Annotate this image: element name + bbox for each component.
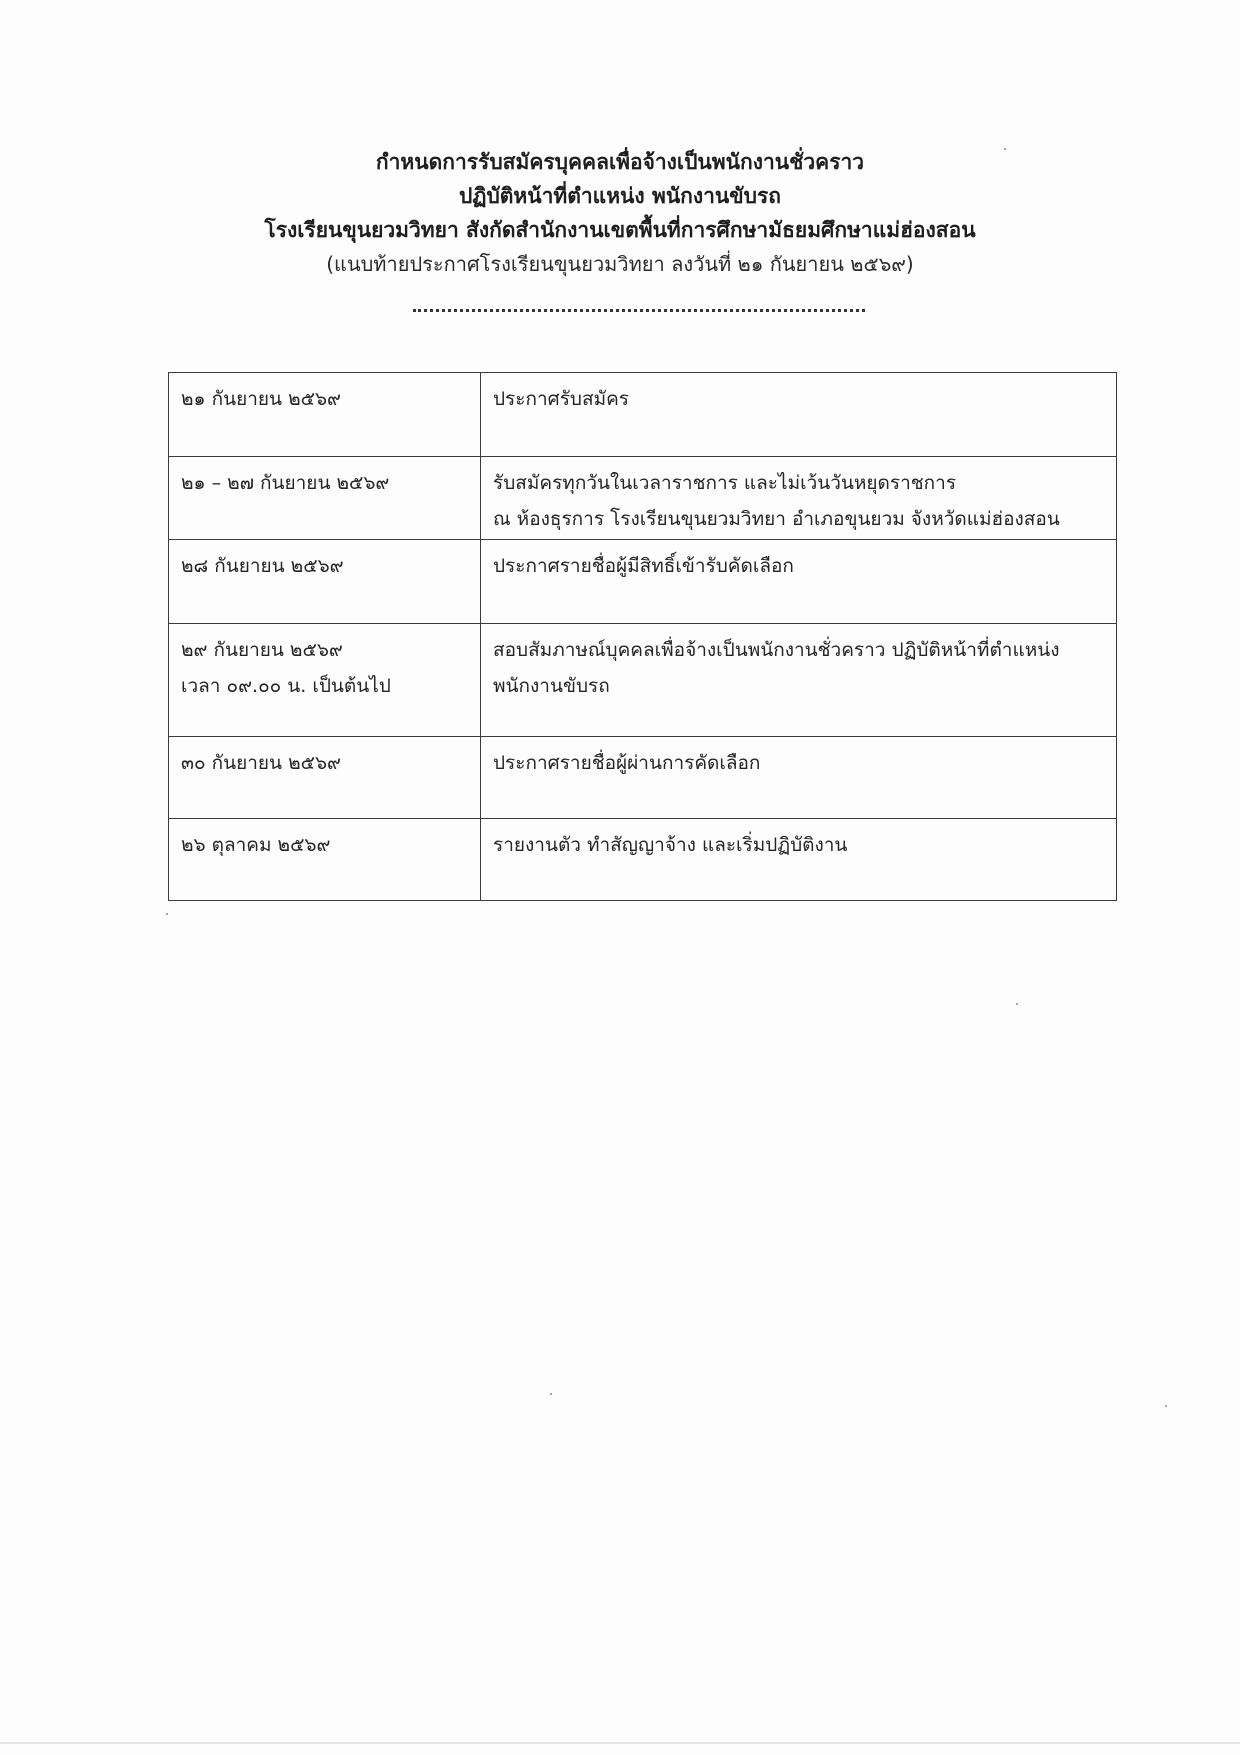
header-attachment-note: (แนบท้ายประกาศโรงเรียนขุนยวมวิทยา ลงวันที่ ๒๑ กันยายน ๒๕๖๙): [326, 252, 914, 276]
dotted-divider: [413, 309, 865, 312]
date-text: ๒๙ กันยายน ๒๕๖๙: [181, 639, 343, 661]
date-text: ๒๘ กันยายน ๒๕๖๙: [181, 555, 344, 577]
header-position: ปฏิบัติหน้าที่ตำแหน่ง พนักงานขับรถ: [459, 184, 781, 208]
scan-edge: [0, 1742, 1240, 1744]
table-row: [169, 540, 1117, 624]
date-text: ๓๐ กันยายน ๒๕๖๙: [181, 752, 341, 774]
date-text: ๒๑ กันยายน ๒๕๖๙: [181, 388, 341, 410]
table-row: [169, 819, 1117, 901]
date-text: ๒๑ – ๒๗ กันยายน ๒๕๖๙: [181, 472, 390, 494]
detail-cell: [481, 457, 1117, 540]
date-cell: [169, 457, 481, 540]
date-cell: [169, 624, 481, 737]
detail-text: ประกาศรายชื่อผู้ผ่านการคัดเลือก: [493, 752, 761, 774]
table-row: [169, 373, 1117, 457]
scan-speck: [166, 913, 168, 915]
date-cell: [169, 737, 481, 819]
document-header: [170, 145, 1070, 281]
detail-text: สอบสัมภาษณ์บุคคลเพื่อจ้างเป็นพนักงานชั่วคราว ปฏิบัติหน้าที่ตำแหน่ง: [493, 639, 1060, 661]
detail-cell: [481, 819, 1117, 901]
date-text: ๒๖ ตุลาคม ๒๕๖๙: [181, 834, 331, 856]
detail-text: รับสมัครทุกวันในเวลาราชการ และไม่เว้นวันหยุดราชการ: [493, 472, 957, 494]
detail-text: รายงานตัว ทำสัญญาจ้าง และเริ่มปฏิบัติงาน: [493, 834, 848, 856]
detail-text: ประกาศรับสมัคร: [493, 388, 630, 410]
schedule-table: [168, 372, 1117, 901]
detail-cell: [481, 540, 1117, 624]
detail-cell: [481, 373, 1117, 457]
detail-text: พนักงานขับรถ: [493, 675, 610, 697]
date-cell: [169, 540, 481, 624]
date-cell: [169, 819, 481, 901]
table-row: [169, 737, 1117, 819]
scan-speck: [1004, 148, 1006, 150]
table-row: [169, 624, 1117, 737]
scan-speck: [1016, 1003, 1018, 1005]
table-row: [169, 457, 1117, 540]
detail-text: ประกาศรายชื่อผู้มีสิทธิ์เข้ารับคัดเลือก: [493, 555, 794, 577]
scan-speck: [550, 1393, 552, 1395]
scan-speck: [1165, 1405, 1167, 1407]
time-text: เวลา ๐๙.๐๐ น. เป็นต้นไป: [181, 675, 391, 697]
header-title: กำหนดการรับสมัครบุคคลเพื่อจ้างเป็นพนักงานชั่วคราว: [375, 150, 865, 174]
detail-text: ณ ห้องธุรการ โรงเรียนขุนยวมวิทยา อำเภอขุนยวม จังหวัดแม่ฮ่องสอน: [493, 508, 1060, 530]
detail-cell: [481, 624, 1117, 737]
header-school: โรงเรียนขุนยวมวิทยา สังกัดสำนักงานเขตพื้นที่การศึกษามัธยมศึกษาแม่ฮ่องสอน: [264, 218, 976, 242]
detail-cell: [481, 737, 1117, 819]
date-cell: [169, 373, 481, 457]
